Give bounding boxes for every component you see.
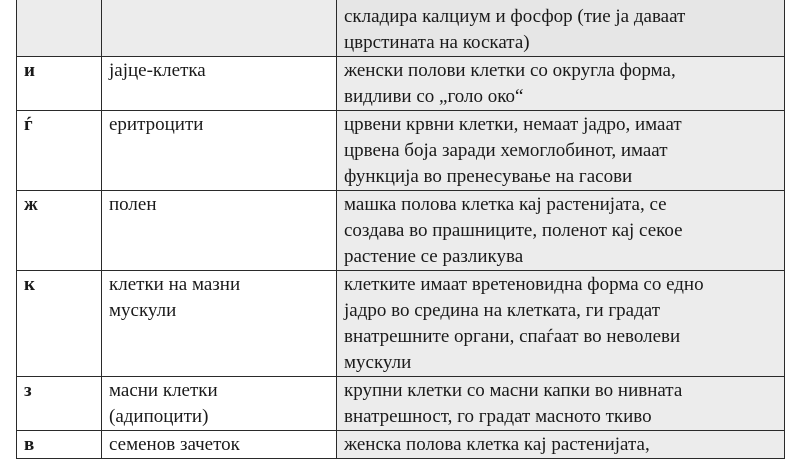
row-cell-name bbox=[102, 57, 337, 111]
row-cell-name bbox=[102, 0, 337, 57]
row-letter: з bbox=[17, 377, 102, 431]
name-line: (адипоцити) bbox=[109, 406, 209, 427]
row-cell-name bbox=[102, 111, 337, 191]
name-line: полен bbox=[109, 194, 157, 215]
row-letter bbox=[17, 0, 102, 57]
desc-line: јадро во средина на клетката, ги градат bbox=[344, 300, 661, 321]
row-description bbox=[337, 111, 785, 191]
row-description bbox=[337, 0, 785, 57]
row-cell-name bbox=[102, 191, 337, 271]
desc-line: црвени крвни клетки, немаат јадро, имаат bbox=[344, 114, 682, 135]
desc-line: внатрешност, го градат масното ткиво bbox=[344, 406, 652, 427]
row-description bbox=[337, 377, 785, 431]
desc-line: црвена боја заради хемоглобинот, имаат bbox=[344, 140, 668, 161]
desc-line: клетките имаат вретеновидна форма со едно bbox=[344, 274, 704, 295]
name-line: мускули bbox=[109, 300, 177, 321]
desc-line: создава во прашниците, поленот кај секое bbox=[344, 220, 683, 241]
row-description bbox=[337, 191, 785, 271]
desc-line: складира калциум и фосфор (тие ја даваат bbox=[344, 6, 686, 27]
row-letter: к bbox=[17, 271, 102, 377]
table-row bbox=[17, 111, 785, 191]
name-line: клетки на мазни bbox=[109, 274, 241, 295]
table-row bbox=[17, 191, 785, 271]
desc-line: видливи со „голо око“ bbox=[344, 86, 524, 107]
table-row bbox=[17, 271, 785, 377]
table-row bbox=[17, 57, 785, 111]
row-cell-name bbox=[102, 271, 337, 377]
table-row bbox=[17, 0, 785, 57]
desc-line: функција во пренесување на гасови bbox=[344, 166, 633, 187]
name-line: семенов зачеток bbox=[109, 434, 240, 455]
row-letter: и bbox=[17, 57, 102, 111]
name-line: јајце-клетка bbox=[109, 60, 206, 81]
row-letter: ж bbox=[17, 191, 102, 271]
row-description bbox=[337, 271, 785, 377]
row-letter: ѓ bbox=[17, 111, 102, 191]
desc-line: женска полова клетка кај растенијата, bbox=[344, 434, 650, 455]
desc-line: мускули bbox=[344, 352, 412, 373]
desc-line: цврстината на коската) bbox=[344, 32, 530, 53]
name-line: масни клетки bbox=[109, 380, 218, 401]
desc-line: крупни клетки со масни капки во нивната bbox=[344, 380, 683, 401]
desc-line: растение се разликува bbox=[344, 246, 524, 267]
desc-line: женски полови клетки со округла форма, bbox=[344, 60, 676, 81]
row-letter: в bbox=[17, 431, 102, 459]
row-cell-name bbox=[102, 377, 337, 431]
name-line: еритроцити bbox=[109, 114, 204, 135]
row-description bbox=[337, 57, 785, 111]
desc-line: внатрешните органи, спаѓаат во неволеви bbox=[344, 326, 681, 347]
desc-line: машка полова клетка кај растенијата, се bbox=[344, 194, 667, 215]
table-row bbox=[17, 377, 785, 431]
cell-types-table bbox=[16, 0, 785, 459]
